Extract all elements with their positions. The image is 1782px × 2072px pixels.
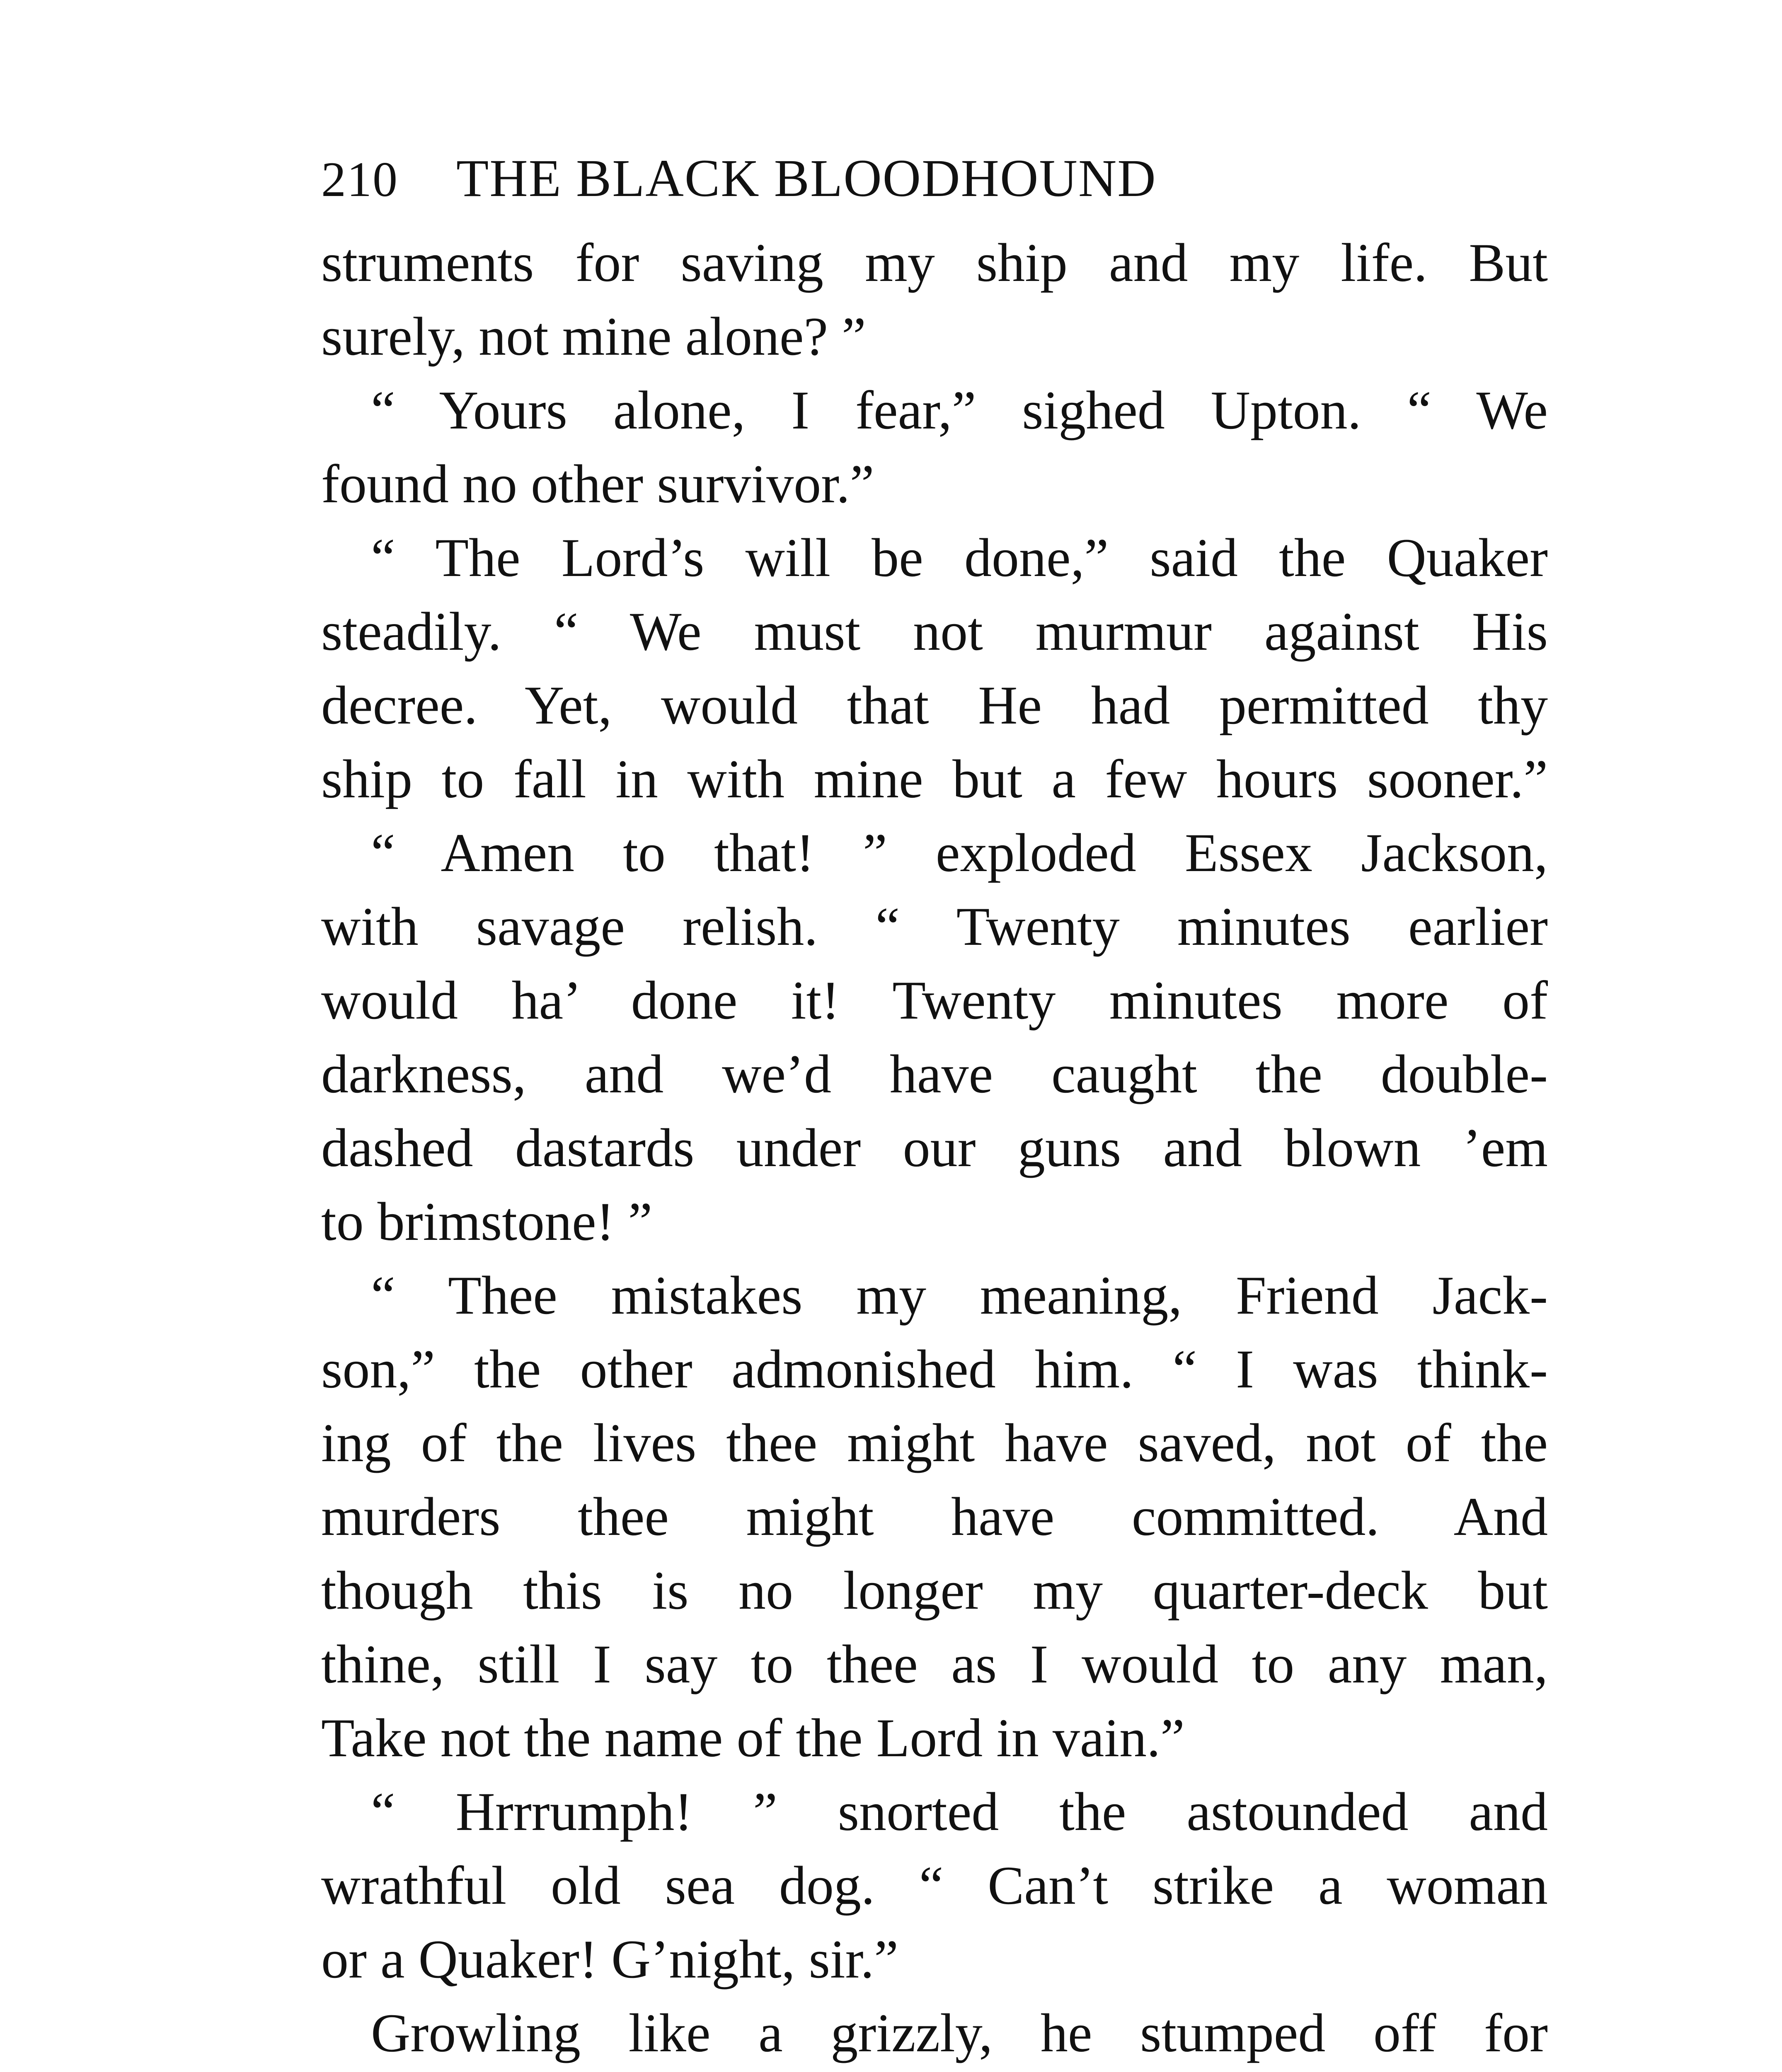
text-line: “ Amen to that! ” exploded Essex Jackson, <box>371 822 1548 883</box>
text-line: with savage relish. “ Twenty minutes earlier <box>321 896 1548 957</box>
text-line: Growling like a grizzly, he stumped off for <box>371 2002 1548 2063</box>
text-line: would ha’ done it! Twenty minutes more of <box>321 970 1548 1031</box>
text-line: “ Hrrrumph! ” snorted the astounded and <box>371 1781 1548 1842</box>
text-line: though this is no longer my quarter-deck but <box>321 1560 1548 1621</box>
text-line: decree. Yet, would that He had permitted thy <box>321 675 1548 736</box>
running-head <box>321 141 1548 215</box>
text-line: murders thee might have committed. And <box>321 1486 1548 1547</box>
text-line: or a Quaker! G’night, sir.” <box>321 1929 898 1990</box>
text-line: steadily. “ We must not murmur against His <box>321 601 1548 662</box>
text-line: darkness, and we’d have caught the double- <box>321 1043 1548 1104</box>
text-line: “ Thee mistakes my meaning, Friend Jack- <box>371 1265 1548 1326</box>
text-line: to brimstone! ” <box>321 1191 653 1252</box>
text-line: struments for saving my ship and my life. But <box>321 232 1548 293</box>
text-line: Take not the name of the Lord in vain.” <box>321 1707 1185 1768</box>
text-line: surely, not mine alone? ” <box>321 306 866 367</box>
text-line: dashed dastards under our guns and blown ’em <box>321 1117 1548 1178</box>
text-line: thine, still I say to thee as I would to any man, <box>321 1634 1548 1694</box>
text-line: found no other survivor.” <box>321 453 874 514</box>
text-line: “ The Lord’s will be done,” said the Quaker <box>371 527 1548 588</box>
text-line: son,” the other admonished him. “ I was think- <box>321 1339 1548 1399</box>
text-line: ship to fall in with mine but a few hours sooner.” <box>321 748 1548 809</box>
text-line: wrathful old sea dog. “ Can’t strike a woman <box>321 1855 1548 1916</box>
text-line <box>321 2070 1548 2072</box>
body-text <box>321 226 1548 2072</box>
text-line: ing of the lives thee might have saved, not of the <box>321 1412 1548 1473</box>
running-title: THE BLACK BLOODHOUND <box>456 149 1157 208</box>
page-number: 210 <box>321 152 398 207</box>
text-line: “ Yours alone, I fear,” sighed Upton. “ We <box>371 380 1548 441</box>
